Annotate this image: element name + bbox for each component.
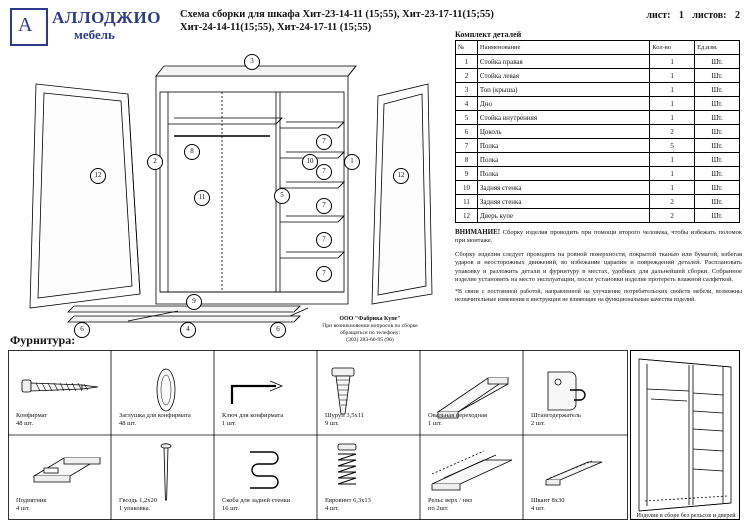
fitting-qty: 1 шт.	[428, 420, 442, 427]
page-title-line2: Хит-24-14-11(15;55), Хит-24-17-11 (15;55)	[180, 22, 372, 33]
callout-11: 11	[194, 190, 210, 206]
table-row	[456, 209, 740, 223]
fitting-qty: 48 шт.	[119, 420, 137, 427]
table-row	[456, 55, 740, 69]
cell-number: 6	[456, 125, 478, 139]
callout-8: 8	[184, 144, 200, 160]
fitting-item	[531, 497, 626, 513]
fitting-qty: 48 шт.	[16, 420, 34, 427]
fitting-item	[119, 497, 214, 513]
fittings-title: Фурнитура:	[10, 333, 76, 347]
fitting-item	[531, 412, 626, 428]
col-unit: Ед.изм.	[695, 41, 740, 55]
cell-unit: Шт.	[695, 209, 740, 223]
cell-qty: 1	[650, 111, 695, 125]
cell-qty: 1	[650, 167, 695, 181]
page-title	[180, 8, 620, 34]
cell-number: 2	[456, 69, 478, 83]
cell-number: 9	[456, 167, 478, 181]
fitting-name: Подпятник	[16, 497, 47, 504]
cell-name: Цоколь	[477, 125, 649, 139]
brand-name: АЛЛОДЖИО	[52, 8, 161, 27]
cell-number: 8	[456, 153, 478, 167]
cell-unit: Шт.	[695, 97, 740, 111]
cell-name: Полка	[477, 153, 649, 167]
table-row	[456, 195, 740, 209]
fitting-name: Евровинт 6,3х13	[325, 497, 371, 504]
cell-unit: Шт.	[695, 55, 740, 69]
callout-9: 9	[186, 294, 202, 310]
fitting-qty: 1 упаковка.	[119, 505, 151, 512]
firm-line3: обращаться по телефону:	[339, 330, 401, 336]
callout-6-left: 6	[74, 322, 90, 338]
callout-2: 2	[147, 154, 163, 170]
firm-phone: (303) 283-60-95 (96)	[346, 337, 394, 343]
fitting-qty: 4 шт.	[16, 505, 30, 512]
fitting-name: Конфирмат	[16, 412, 48, 419]
col-qty: Кол-во	[650, 41, 695, 55]
cell-qty: 1	[650, 55, 695, 69]
notice-p2: Сборку изделия следует проводить на ровной поверхности, покрытой тканью или бумагой, избегая ударов и неосторожных движений, во избежание царапин и повреждений деталей. Расплановать упаковку и разложить детали и фурнитуру в местах, удобных для дальнейшей сборки. Собранное изделие установить на место эксплуатации, после установки изделие протереть влажной салфеткой.	[455, 250, 742, 284]
notice-block	[455, 228, 742, 310]
fitting-item	[222, 412, 317, 428]
callout-7-a: 7	[316, 134, 332, 150]
table-row	[456, 97, 740, 111]
fitting-name: Заглушка для конфирмата	[119, 412, 191, 419]
fitting-item	[428, 497, 523, 513]
fitting-item	[16, 412, 111, 428]
fitting-name: Овальная переходная	[428, 412, 487, 419]
table-header-row	[456, 41, 740, 55]
cell-qty: 1	[650, 181, 695, 195]
firm-contacts	[300, 316, 440, 344]
fitting-item	[16, 497, 111, 513]
cell-number: 10	[456, 181, 478, 195]
fitting-name: Шуруп 3,5х11	[325, 412, 364, 419]
cell-unit: Шт.	[695, 125, 740, 139]
callout-12-left: 12	[90, 168, 106, 184]
fitting-item	[325, 497, 420, 513]
fitting-qty: 2 шт.	[531, 420, 545, 427]
cell-name: Задняя стенка	[477, 195, 649, 209]
fitting-item	[325, 412, 420, 428]
fitting-qty: 4 шт.	[325, 505, 339, 512]
cell-unit: Шт.	[695, 69, 740, 83]
table-row	[456, 181, 740, 195]
cell-unit: Шт.	[695, 181, 740, 195]
cell-name: Дно	[477, 97, 649, 111]
cell-number: 4	[456, 97, 478, 111]
cell-name: Полка	[477, 139, 649, 153]
callout-6-right: 6	[270, 322, 286, 338]
fitting-name: Скоба для задней стенки	[222, 497, 291, 504]
cell-number: 5	[456, 111, 478, 125]
notice-heading: ВНИМАНИЕ!	[455, 228, 501, 236]
col-number: №	[456, 41, 478, 55]
fitting-qty: 1 шт.	[222, 420, 236, 427]
fitting-qty: 9 шт.	[325, 420, 339, 427]
cell-number: 3	[456, 83, 478, 97]
sheets-label: листов:	[692, 10, 727, 21]
cell-number: 12	[456, 209, 478, 223]
fitting-name: Штангодержатель	[531, 412, 581, 419]
fitting-name: Ключ для конфирмата	[222, 412, 284, 419]
table-row	[456, 111, 740, 125]
cell-name: Полка	[477, 167, 649, 181]
cell-qty: 2	[650, 125, 695, 139]
callout-7-b: 7	[316, 164, 332, 180]
cell-name: Дверь купе	[477, 209, 649, 223]
table-row	[456, 139, 740, 153]
firm-line2: При возникновении вопросов по сборке	[322, 323, 418, 329]
parts-table	[455, 40, 740, 223]
cell-qty: 1	[650, 69, 695, 83]
cell-name: Стойка внутренняя	[477, 111, 649, 125]
notice-p1: Сборку изделия проводить при помощи второго человека, чтобы избежать поломок при монтаже.	[455, 229, 742, 245]
cell-number: 11	[456, 195, 478, 209]
cell-qty: 2	[650, 209, 695, 223]
fitting-item	[222, 497, 317, 513]
callout-7-d: 7	[316, 232, 332, 248]
cell-name: Стойка левая	[477, 69, 649, 83]
fitting-item	[119, 412, 214, 428]
parts-table-caption: Комплект деталей	[455, 30, 522, 39]
fitting-name: Рельс верх / низ	[428, 497, 473, 504]
cell-qty: 1	[650, 83, 695, 97]
sheet-label: лист:	[646, 10, 671, 21]
cell-unit: Шт.	[695, 139, 740, 153]
col-name: Наименование	[477, 41, 649, 55]
fitting-qty: 4 шт.	[531, 505, 545, 512]
fitting-qty: 16 шт.	[222, 505, 240, 512]
cell-unit: Шт.	[695, 111, 740, 125]
fittings-grid	[8, 350, 628, 520]
table-row	[456, 153, 740, 167]
table-row	[456, 167, 740, 181]
firm-name: ООО "Фабрика Купе"	[339, 316, 401, 322]
logo-letter: A	[18, 14, 33, 36]
cell-number: 1	[456, 55, 478, 69]
brand-subtitle: мебель	[74, 27, 115, 42]
fitting-name: Шкант 8х30	[531, 497, 565, 504]
callout-7-c: 7	[316, 198, 332, 214]
cell-qty: 1	[650, 97, 695, 111]
cell-name: Стойка правая	[477, 55, 649, 69]
cell-name: Топ (крыша)	[477, 83, 649, 97]
callout-12-right: 12	[393, 168, 409, 184]
cell-unit: Шт.	[695, 153, 740, 167]
cell-qty: 5	[650, 139, 695, 153]
callout-4: 4	[180, 322, 196, 338]
cell-qty: 2	[650, 195, 695, 209]
fitting-item	[428, 412, 523, 428]
cell-unit: Шт.	[695, 167, 740, 181]
table-row	[456, 125, 740, 139]
fitting-name: Гвоздь 1,2х20	[119, 497, 158, 504]
cell-name: Задняя стенка	[477, 181, 649, 195]
callout-3: 3	[244, 54, 260, 70]
callout-1: 1	[344, 154, 360, 170]
table-row	[456, 69, 740, 83]
cell-number: 7	[456, 139, 478, 153]
assembled-caption: Изделие в сборе без рельсов и дверей	[636, 512, 736, 519]
sheets-value: 2	[735, 10, 740, 21]
page-title-line1: Схема сборки для шкафа Хит-23-14-11 (15;55), Хит-23-17-11(15;55)	[180, 9, 494, 20]
cell-qty: 1	[650, 153, 695, 167]
callout-10: 10	[302, 154, 318, 170]
assembled-product-drawing	[630, 350, 740, 520]
table-row	[456, 83, 740, 97]
callout-5: 5	[274, 188, 290, 204]
notice-p3: *В связи с постоянной работой, направленной на улучшение потребительских свойств мебели, возможны незначительные изменения в инструкции не влияющие на функциональные качества изделий.	[455, 289, 742, 304]
cell-unit: Шт.	[695, 83, 740, 97]
callout-7-e: 7	[316, 266, 332, 282]
cell-unit: Шт.	[695, 195, 740, 209]
fitting-qty: по 2шт.	[428, 505, 449, 512]
sheet-value: 1	[678, 10, 684, 21]
sheet-info	[640, 10, 740, 21]
